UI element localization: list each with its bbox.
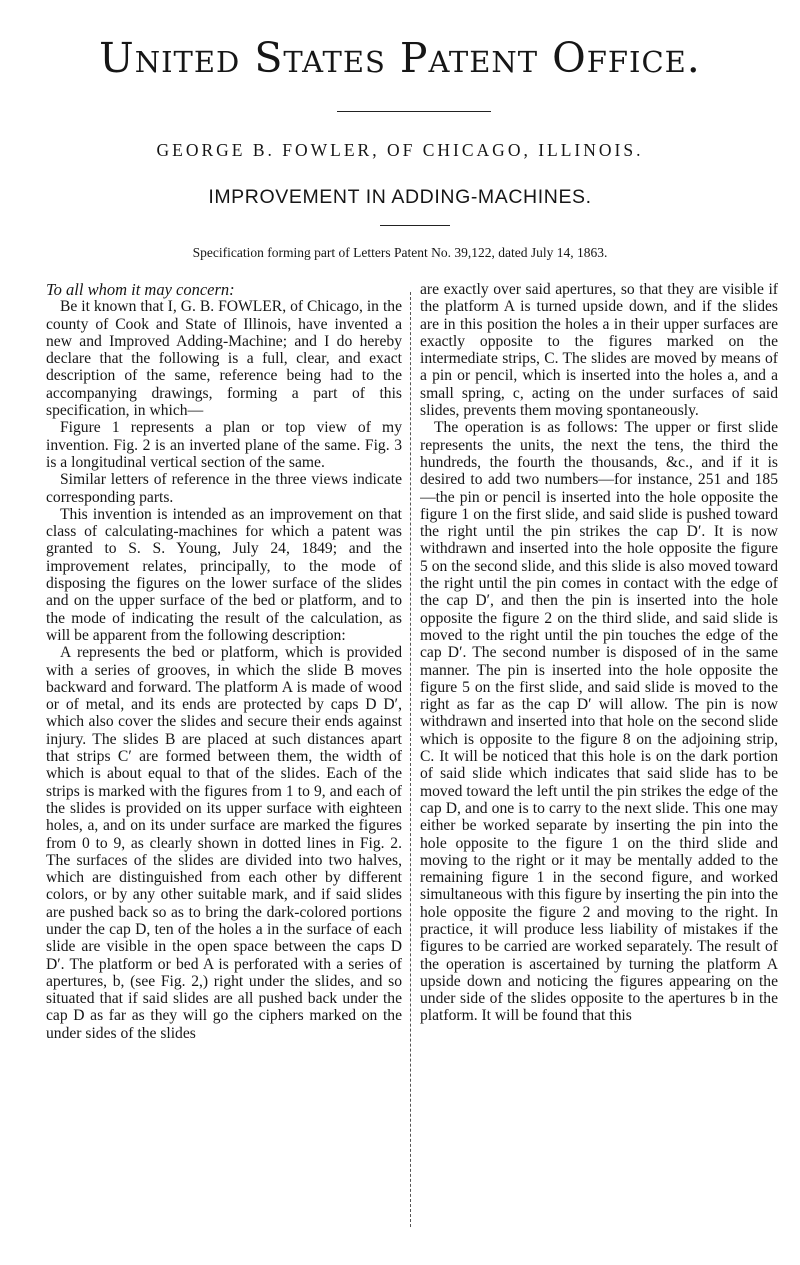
header-rule-top <box>337 111 491 112</box>
salutation: To all whom it may concern: <box>46 281 235 299</box>
invention-title: IMPROVEMENT IN ADDING-MACHINES. <box>208 186 592 208</box>
paragraph: The operation is as follows: The upper or first slide represents the units, the next the tens, the third the hundreds, the fourth the thousands, &c., and if it is desired to add two numbers—for instance, 251 and 185—the pin or pencil is inserted into the hole opposite the figure 1 on the first slide, and said slide is pushed toward the right until the pin strikes the cap D′. It is now withdrawn and inserted into the hole opposite the figure 5 on the second slide, and this slide is also moved toward the right until the pin comes in contact with the edge of the cap D′, and then the pin is inserted into the hole opposite the figure 2 on the third slide, and said slide is moved to the right until the pin touches the edge of the cap D′. The second number is disposed of in the same manner. The pin is inserted into the hole opposite the figure 5 on the first slide, and said slide is moved to the right as far as the cap D′ will allow. The pin is now withdrawn and inserted into that hole on the second slide which is opposite to the figure 8 on the adjoining strip, C. It will be noticed that this hole is on the dark portion of said slide which indicates that said slide has to be moved toward the left until the pin strikes the edge of the cap D, and one is to carry to the next slide. This one may either be worked separate by inserting the pin into the hole opposite to the figure 1 on the third slide and moving to the right or it may be mentally added to the remaining figure 1 in the second figure, and worked simultaneous with this figure by inserting the pin into the hole opposite the figure 2 and moving to the right. In practice, it will produce less liability of mistakes if the figures to be carried are worked separately. The result of the operation is ascertained by turning the platform A upside down and noticing the figures appearing on the under side of the slides opposite to the apertures b in the platform. It will be found that this <box>420 419 778 1025</box>
office-title: United States Patent Office. <box>99 34 701 82</box>
paragraph: This invention is intended as an improvement on that class of calculating-machines for which a patent was granted to S. S. Young, July 24, 1849; and the improvement relates, principally, to the mode of disposing the figures on the lower surface of the slides and on the upper surface of the bed or platform, and to the mode of indicating the result of the calculation, as will be apparent from the following description: <box>46 505 402 644</box>
right-column <box>420 281 778 1241</box>
paragraph: A represents the bed or platform, which is provided with a series of grooves, in which the slide B moves backward and forward. The platform A is made of wood or of metal, and its ends are protected by caps D D′, which also cover the slides and secure their ends against injury. The slides B are placed at such distances apart that strips C′ are formed between them, the width of which is about equal to that of the slides. Each of the strips is marked with the figures from 1 to 9, and each of the slides is provided on its upper surface with eighteen holes, a, and on its under surface are marked the figures from 0 to 9, as clearly shown in dotted lines in Fig. 2. The surfaces of the slides are divided into two halves, which are distinguished from each other by different colors, or by any other suitable mark, and if said slides are pushed back so as to bring the dark-colored portions under the cap D, ten of the holes a in the surface of each slide are visible in the open space between the caps D D′. The platform or bed A is perforated with a series of apertures, b, (see Fig. 2,) right under the slides, and so situated that if said slides are all pushed back under the cap D as far as they will go the ciphers marked on the under sides of the slides <box>46 644 402 1042</box>
header-rule-bottom <box>380 225 450 226</box>
specification-line: Specification forming part of Letters Patent No. 39,122, dated July 14, 1863. <box>192 245 608 260</box>
inventor-line: GEORGE B. FOWLER, OF CHICAGO, ILLINOIS. <box>156 140 644 160</box>
paragraph: Be it known that I, G. B. FOWLER, of Chicago, in the county of Cook and State of Illinois, have invented a new and Improved Adding-Machine; and I do hereby declare that the following is a full, clear, and exact description of the same, reference being had to the accompanying drawings, forming a part of this specification, in which— <box>46 298 402 420</box>
paragraph: Similar letters of reference in the three views indicate corresponding parts. <box>46 471 402 506</box>
paragraph-continuation: are exactly over said apertures, so that they are visible if the platform A is turned upside down, and if the slides are in this position the holes a in their upper surfaces are exactly opposite to the figures marked on the intermediate strips, C. The slides are moved by means of a pin or pencil, which is inserted into the holes a, and a small spring, c, acting on the under surfaces of said slides, prevents them moving spontaneously. <box>420 281 778 420</box>
paragraph: Figure 1 represents a plan or top view of my invention. Fig. 2 is an inverted plane of the same. Fig. 3 is a longitudinal vertical section of the same. <box>46 419 402 471</box>
column-divider <box>410 292 411 1227</box>
left-column <box>46 281 402 1241</box>
